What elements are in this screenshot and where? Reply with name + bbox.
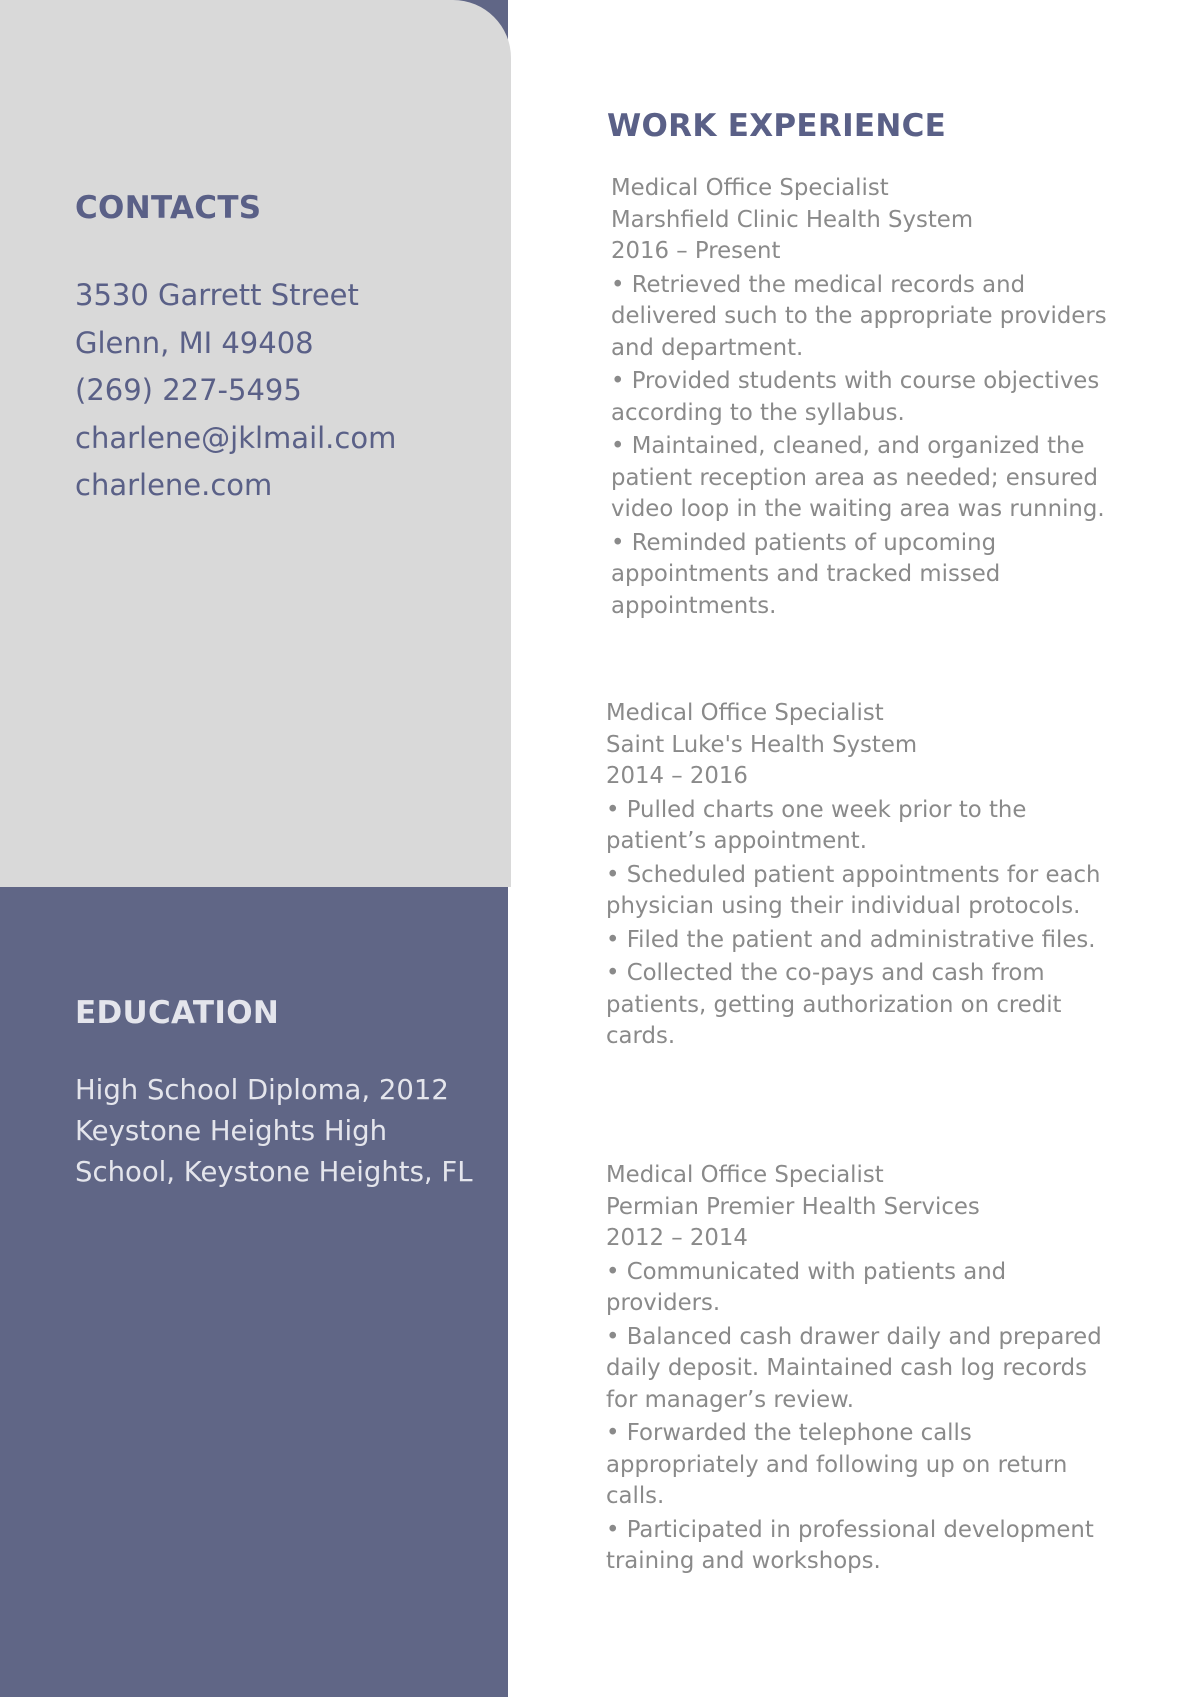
job-company: Permian Premier Health Services	[606, 1193, 980, 1220]
job-role: Medical Office Specialist	[611, 175, 889, 201]
job-dates: 2016 – Present	[611, 238, 781, 264]
job-bullet: • Filed the patient and administrative files.	[606, 926, 1096, 953]
job-bullet: • Collected the co-pays and cash from patients, getting authorization on credit cards.	[606, 960, 1062, 1049]
job-bullet: • Forwarded the telephone calls appropriately and following up on return calls.	[606, 1420, 1068, 1509]
job-bullet: • Pulled charts one week prior to the patient’s appointment.	[606, 796, 1027, 854]
job-bullet: • Maintained, cleaned, and organized the patient reception area as needed; ensured video loop in the waiting area was running.	[611, 433, 1105, 522]
job-entry	[611, 173, 1121, 624]
job-bullet: • Reminded patients of upcoming appointments and tracked missed appointments.	[611, 529, 1001, 619]
job-entry	[606, 698, 1116, 1055]
email-address: charlene@jklmail.com	[75, 420, 397, 455]
job-role: Medical Office Specialist	[606, 700, 884, 726]
job-company: Marshfield Clinic Health System	[611, 206, 974, 233]
website: charlene.com	[75, 468, 273, 502]
job-bullet: • Scheduled patient appointments for each physician using their individual protocols.	[606, 861, 1101, 919]
work-experience-heading: WORK EXPERIENCE	[607, 108, 947, 144]
job-bullet: • Participated in professional development training and workshops.	[606, 1516, 1094, 1574]
job-dates: 2014 – 2016	[606, 763, 748, 789]
job-role: Medical Office Specialist	[606, 1162, 884, 1188]
contacts-heading: CONTACTS	[75, 190, 262, 226]
education-heading: EDUCATION	[75, 995, 280, 1031]
phone-number: (269) 227-5495	[75, 373, 302, 407]
job-bullet: • Retrieved the medical records and delivered such to the appropriate providers and department.	[611, 271, 1107, 361]
job-company: Saint Luke's Health System	[606, 731, 918, 758]
job-bullet: • Provided students with course objectives according to the syllabus.	[611, 368, 1100, 426]
address-line1: 3530 Garrett Street	[75, 278, 359, 312]
address-line2: Glenn, MI 49408	[75, 325, 314, 360]
job-bullet: • Balanced cash drawer daily and prepared daily deposit. Maintained cash log records for manager’s review.	[606, 1323, 1102, 1413]
job-bullet: • Communicated with patients and providers.	[606, 1258, 1007, 1316]
education-details: High School Diploma, 2012 Keystone Heights High School, Keystone Heights, FL	[75, 1074, 473, 1188]
job-dates: 2012 – 2014	[606, 1225, 748, 1251]
job-entry	[606, 1160, 1116, 1580]
contacts-list	[75, 272, 396, 510]
